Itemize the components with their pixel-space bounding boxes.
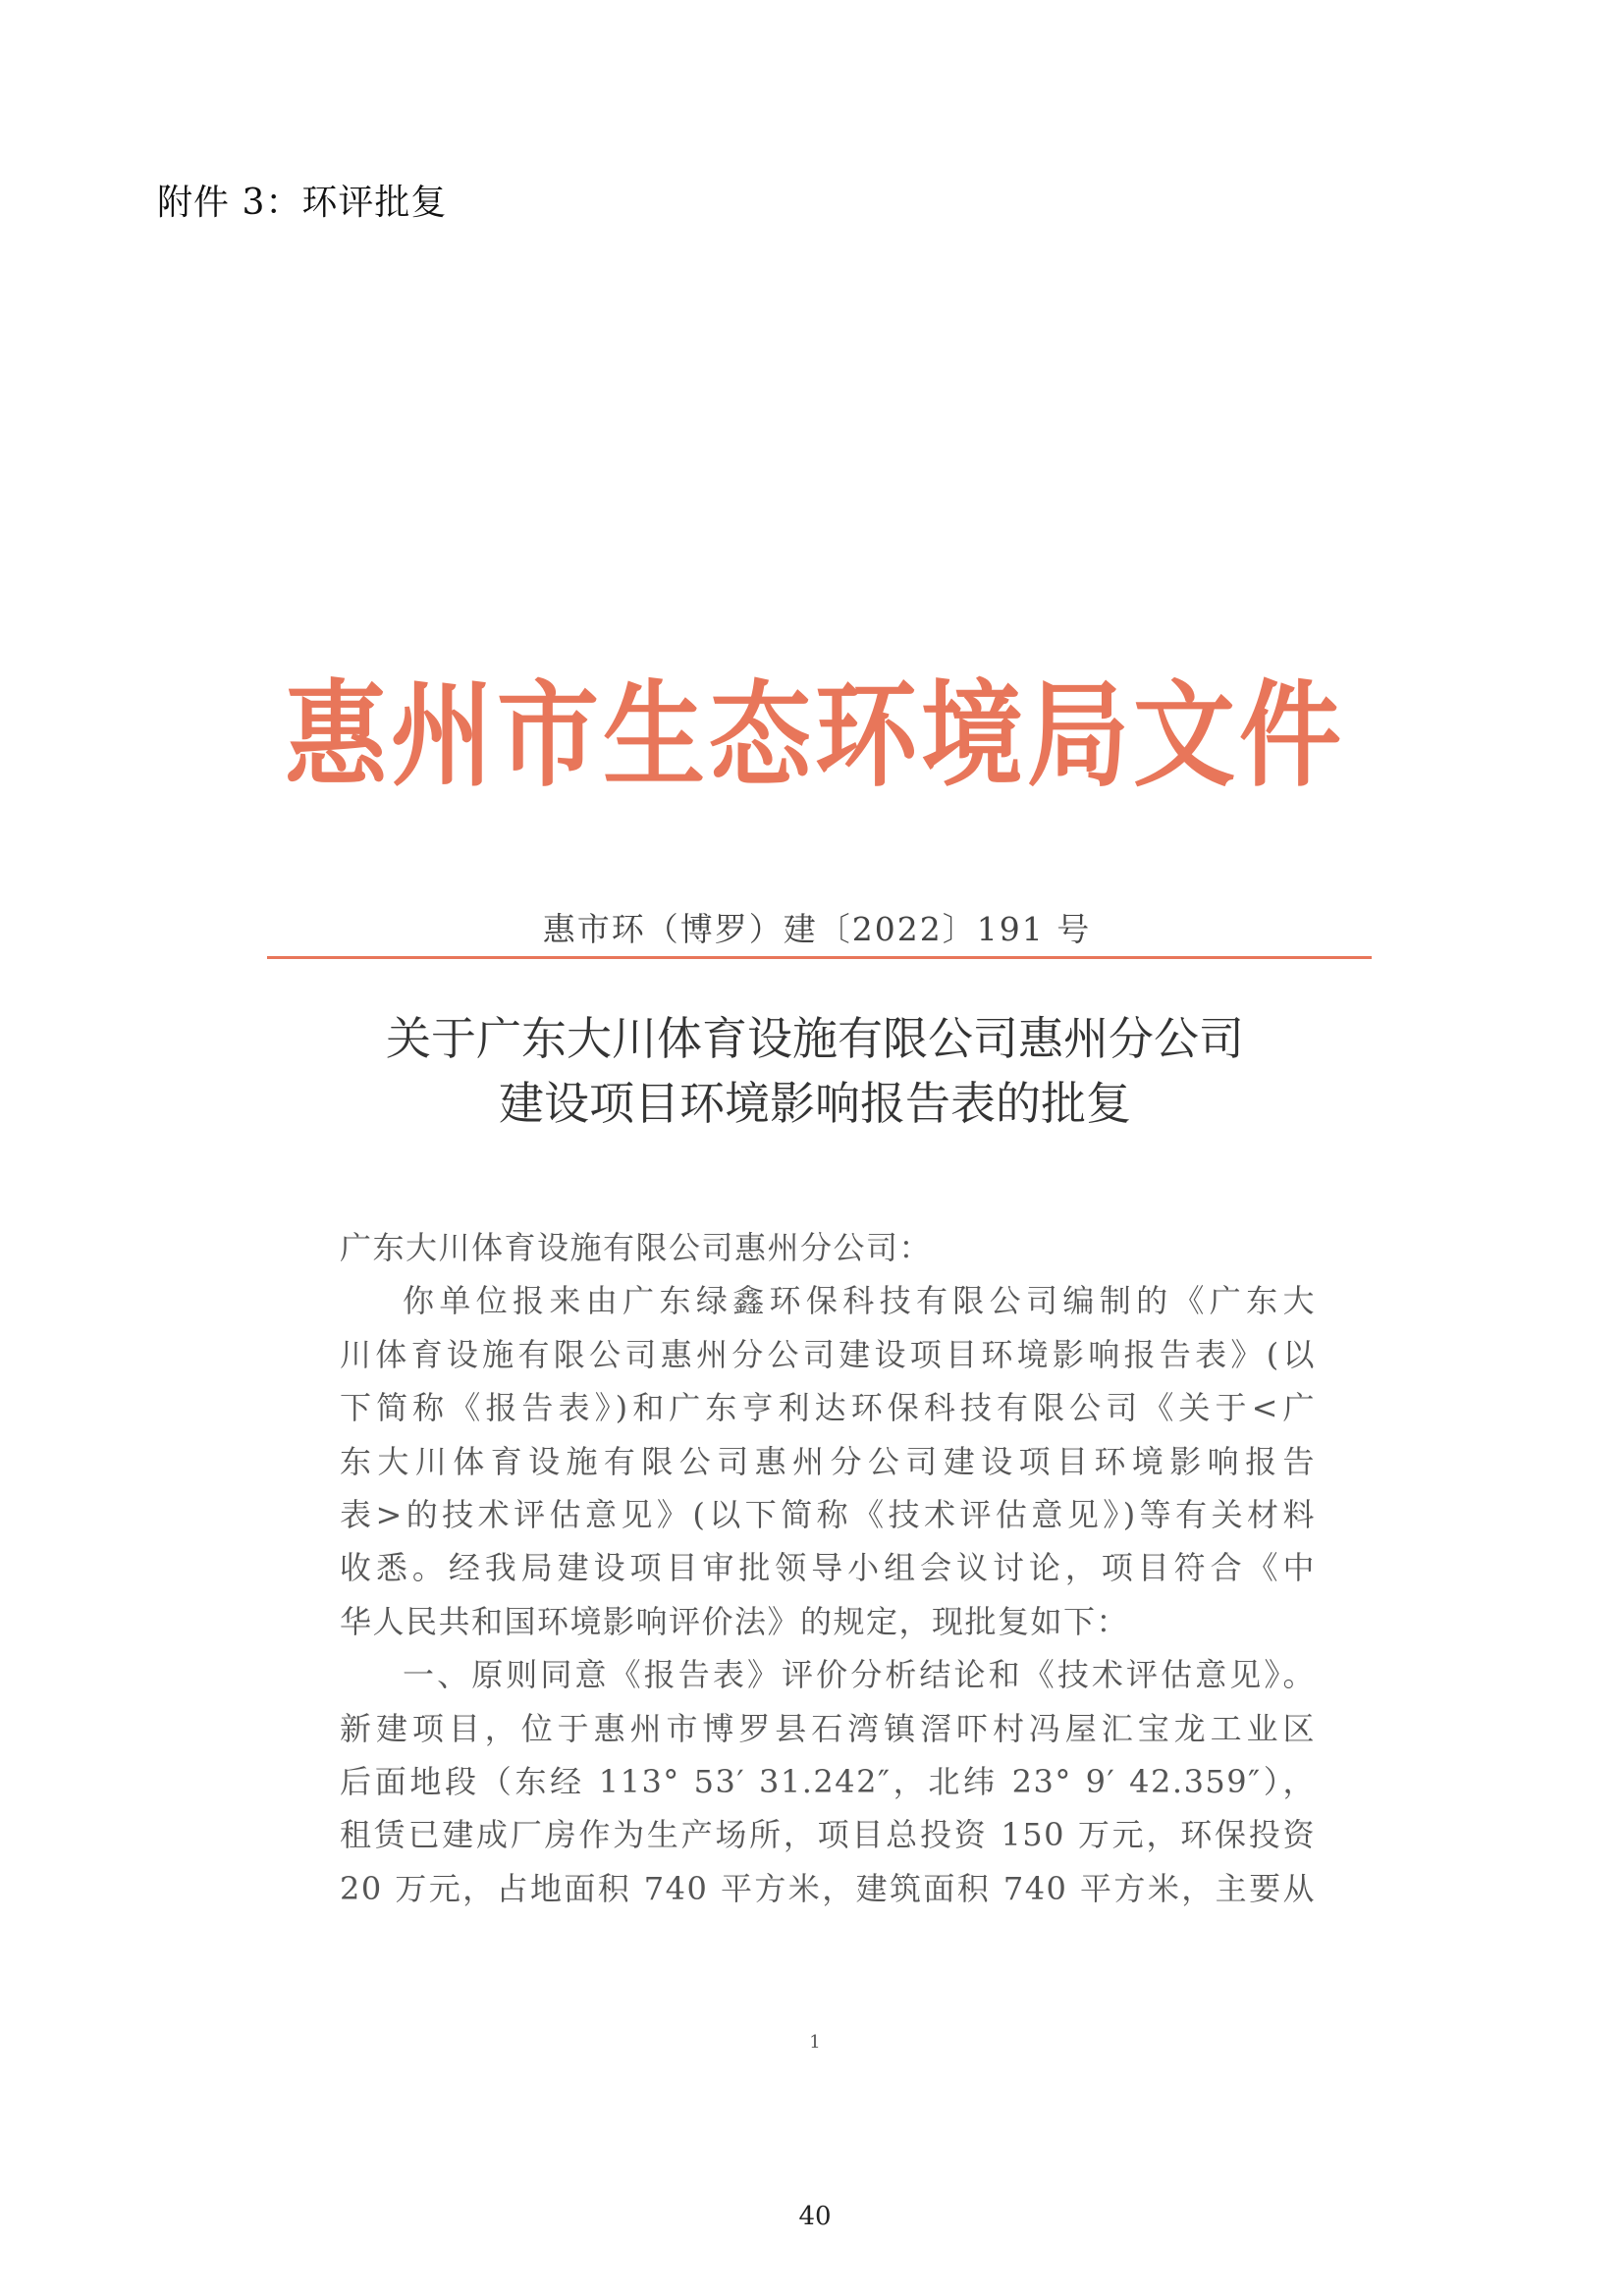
body-line: 你单位报来由广东绿鑫环保科技有限公司编制的《广东大 [403,1282,1316,1320]
salutation: 广东大川体育设施有限公司惠州分公司： [340,1229,933,1266]
page-number: 40 [798,2202,832,2231]
body-line: 租赁已建成厂房作为生产场所，项目总投资 150 万元，环保投资 [340,1816,1316,1854]
inner-page-number: 1 [809,2032,821,2053]
title-line-2: 建设项目环境影响报告表的批复 [499,1077,1131,1130]
red-divider-rule [267,956,1372,959]
document-masthead: 惠州市生态环境局文件 [284,667,1345,803]
body-line: 收悉。经我局建设项目审批领导小组会议讨论，项目符合《中 [340,1549,1316,1587]
attachment-label: 附件 3：环评批复 [157,183,448,223]
document-number: 惠市环（博罗）建〔2022〕191 号 [542,910,1092,948]
body-line: 后面地段（东经 113° 53′ 31.242″，北纬 23° 9′ 42.359″）， [340,1762,1316,1800]
body-line: 川体育设施有限公司惠州分公司建设项目环境影响报告表》(以 [340,1335,1316,1373]
body-line: 东大川体育设施有限公司惠州分公司建设项目环境影响报告 [340,1442,1316,1480]
document-title [236,1006,1394,1136]
document-body [340,1221,1316,1915]
body-line: 一、原则同意《报告表》评价分析结论和《技术评估意见》。 [403,1656,1316,1694]
body-line: 20 万元，占地面积 740 平方米，建筑面积 740 平方米，主要从 [340,1869,1316,1907]
title-line-1: 关于广东大川体育设施有限公司惠州分公司 [386,1012,1244,1065]
body-line: 新建项目，位于惠州市博罗县石湾镇滘吓村冯屋汇宝龙工业区 [340,1709,1316,1747]
body-line: 华人民共和国环境影响评价法》的规定，现批复如下： [340,1602,1130,1640]
body-line: 下简称《报告表》)和广东亨利达环保科技有限公司《关于<广 [340,1389,1316,1427]
body-line: 表>的技术评估意见》(以下简称《技术评估意见》)等有关材料 [340,1495,1316,1533]
